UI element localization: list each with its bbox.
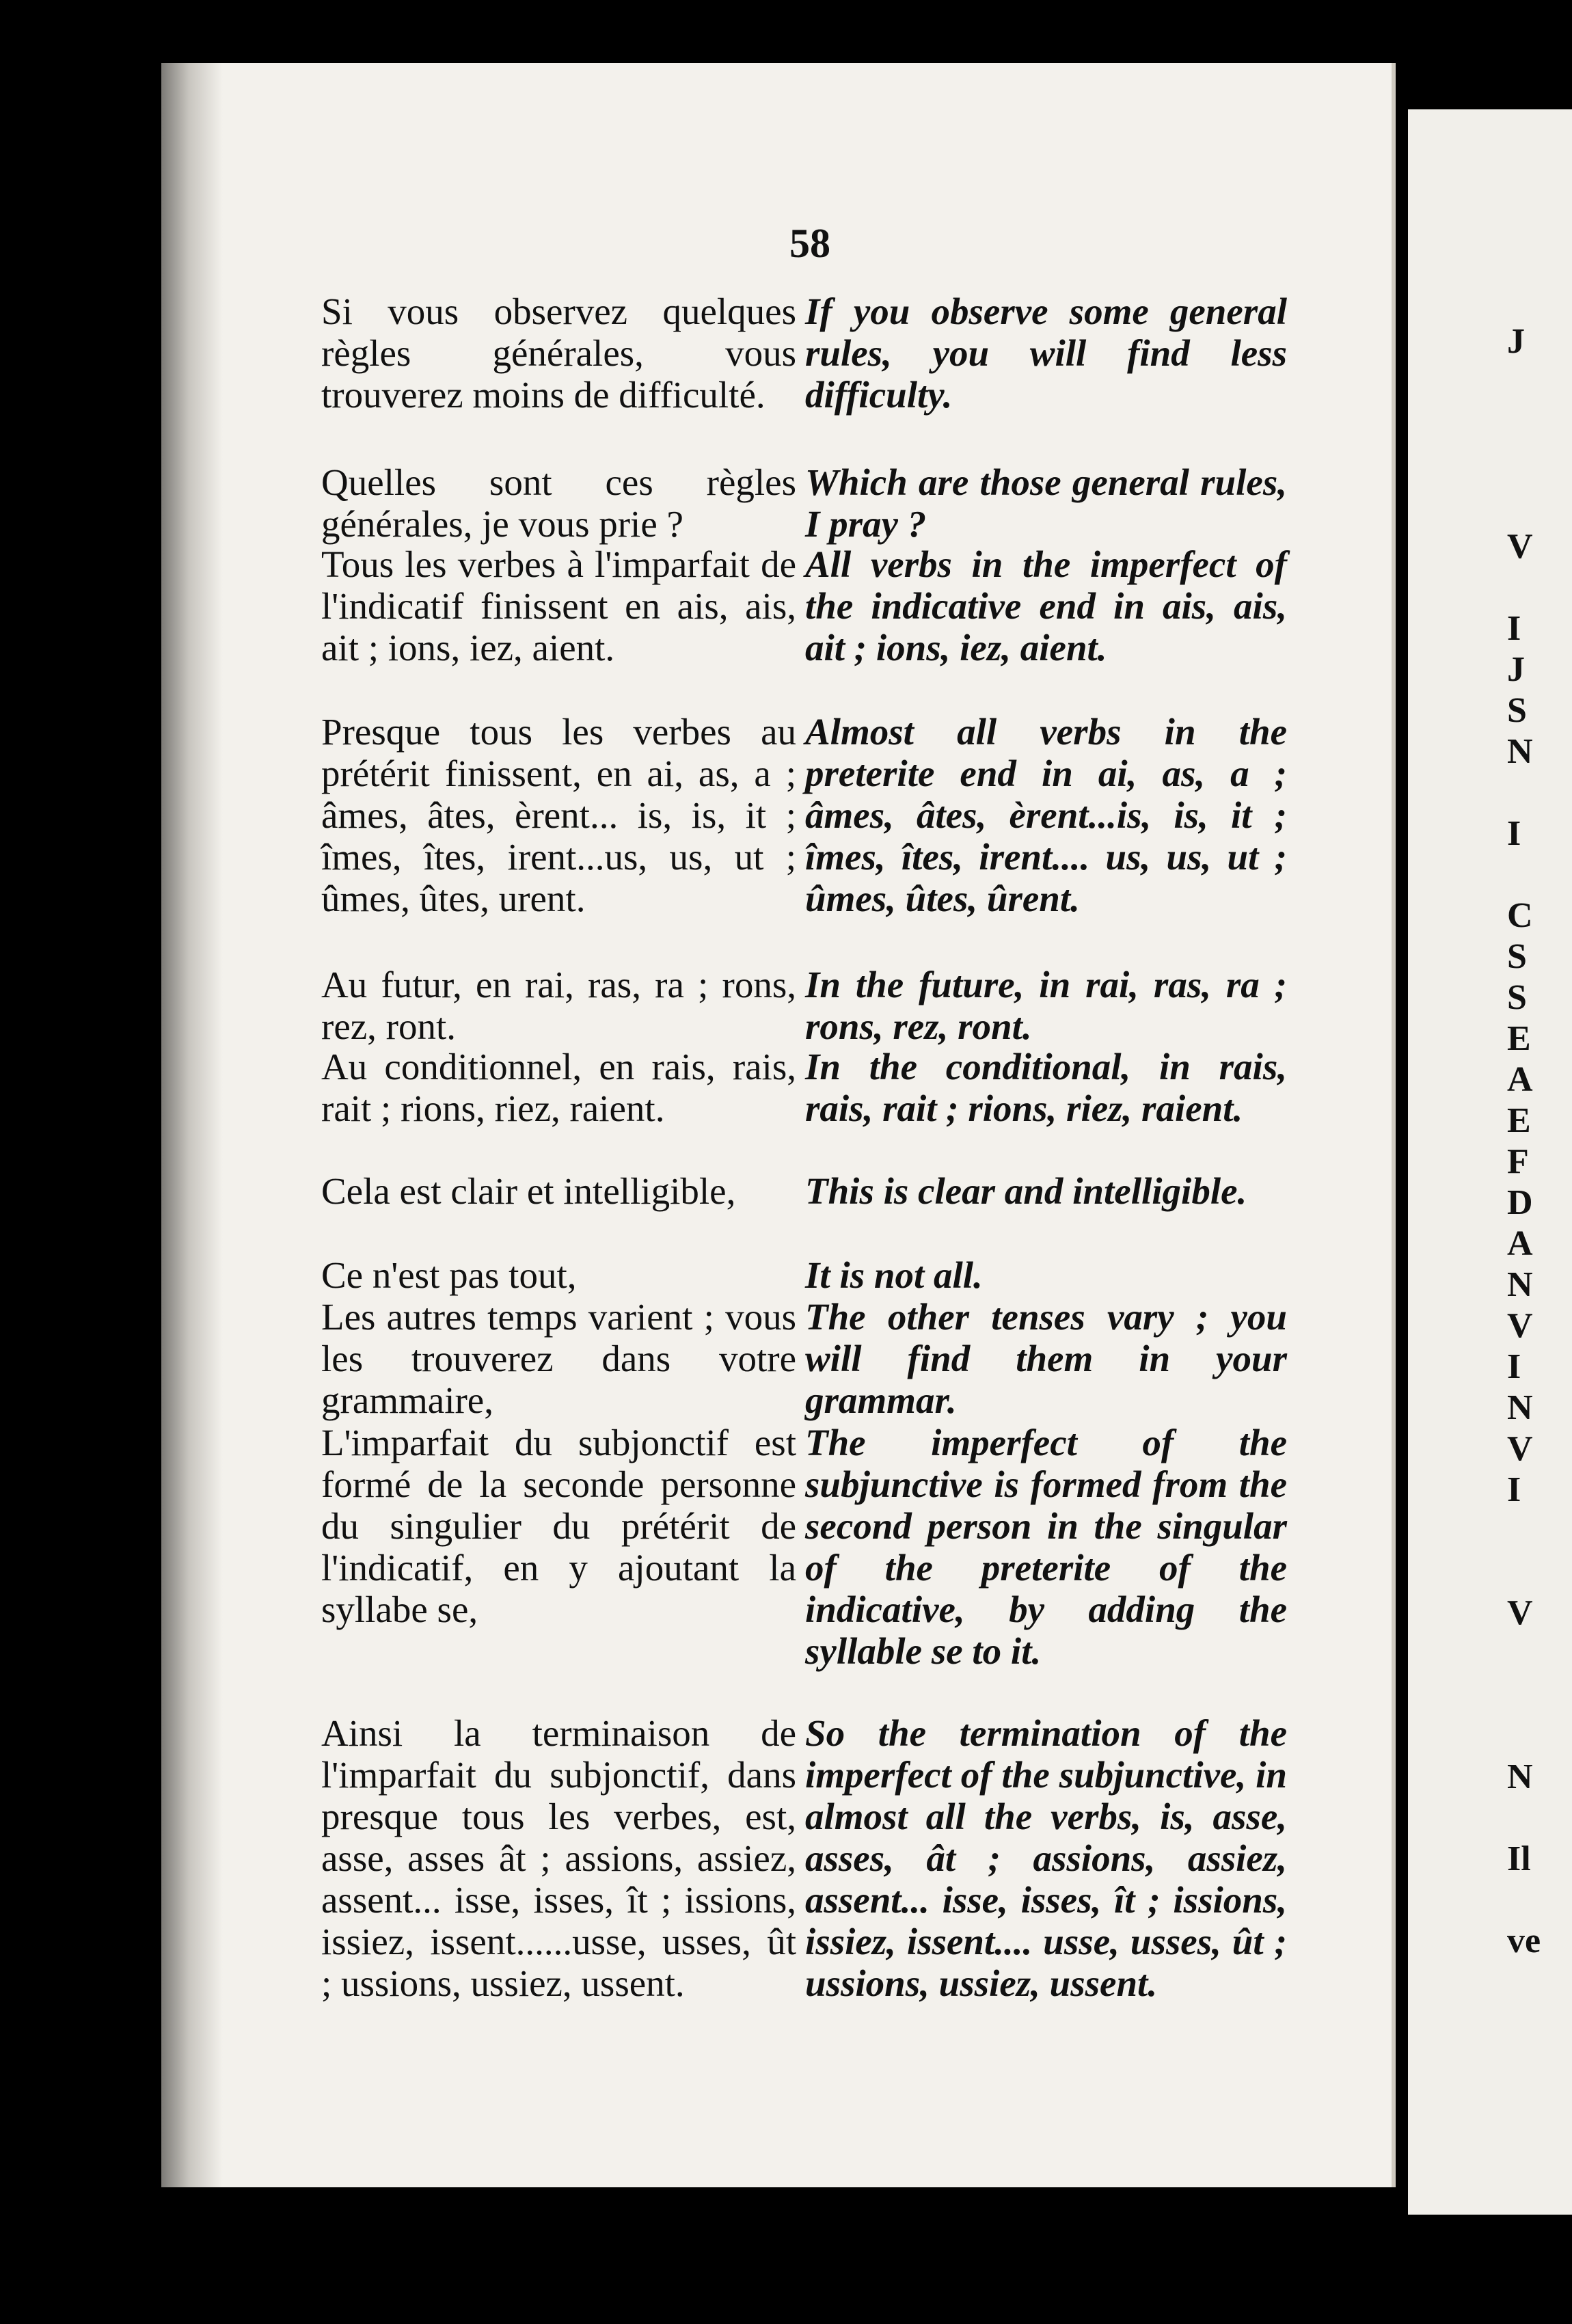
english-text: In the future, in rai, ras, ra ; rons, rez, ront.	[805, 964, 1287, 1047]
english-text: So the termination of the imperfect of the subjunctive, in almost all the verbs, is, asse, asses, ât ; assions, assiez, assent... isse, isses, ît ; issions, issiez, issent.... usse, usses, ût ; ussions, ussiez, ussent.	[805, 1712, 1287, 2004]
english-text: Which are those general rules, I pray ?	[805, 461, 1287, 545]
french-text: Au futur, en rai, ras, ra ; rons, rez, ront.	[321, 964, 796, 1047]
english-text: This is clear and intelligible.	[805, 1170, 1247, 1212]
french-text: Tous les verbes à l'imparfait de l'indicatif finissent en ais, ais, ait ; ions, iez, aient.	[321, 543, 796, 668]
french-text: Ce n'est pas tout,	[321, 1254, 577, 1296]
french-text: Les autres temps varient ; vous les trouverez dans votre grammaire,	[321, 1296, 796, 1421]
french-text: Au conditionnel, en rais, rais, rait ; rions, riez, raient.	[321, 1046, 796, 1129]
page-gutter-shadow	[161, 63, 223, 2187]
english-text: It is not all.	[805, 1254, 983, 1296]
french-text: L'imparfait du subjonctif est formé de la seconde personne du singulier du prétérit de l'indicatif, en y ajoutant la syllabe se,	[321, 1422, 796, 1630]
english-text: In the conditional, in rais, rais, rait ; rions, riez, raient.	[805, 1046, 1287, 1129]
french-text: Cela est clair et intelligible,	[321, 1170, 736, 1212]
french-text: Ainsi la terminaison de l'imparfait du subjonctif, dans presque tous les verbes, est, asse, asses ât ; assions, assiez, assent... isse, isses, ît ; issions, issiez, issent......usse, usses, ût ; ussions, ussiez, ussent.	[321, 1712, 796, 2004]
facing-page-margin-text: J V I J S N I C S S E A E F D A N V I N V I V N Il ve	[1507, 322, 1541, 1960]
french-text: Si vous observez quelques règles générales, vous trouverez moins de difficulté.	[321, 290, 796, 416]
facing-page	[1408, 109, 1572, 2215]
page-number: 58	[789, 221, 830, 266]
english-text: The other tenses vary ; you will find them in your grammar.	[805, 1296, 1287, 1421]
french-text: Presque tous les verbes au prétérit finissent, en ai, as, a ; âmes, âtes, èrent... is, is, it ; îmes, îtes, irent...us, us, ut ; ûmes, ûtes, urent.	[321, 711, 796, 919]
english-text: All verbs in the imperfect of the indicative end in ais, ais, ait ; ions, iez, aient.	[805, 543, 1287, 668]
english-text: Almost all verbs in the preterite end in ai, as, a ; âmes, âtes, èrent...is, is, it ; îmes, îtes, irent.... us, us, ut ; ûmes, ûtes, ûrent.	[805, 711, 1287, 919]
english-text: If you observe some general rules, you will find less difficulty.	[805, 290, 1287, 416]
english-text: The imperfect of the subjunctive is formed from the second person in the singular of the preterite of the indicative, by adding the syllable se to it.	[805, 1422, 1287, 1672]
french-text: Quelles sont ces règles générales, je vous prie ?	[321, 461, 796, 545]
